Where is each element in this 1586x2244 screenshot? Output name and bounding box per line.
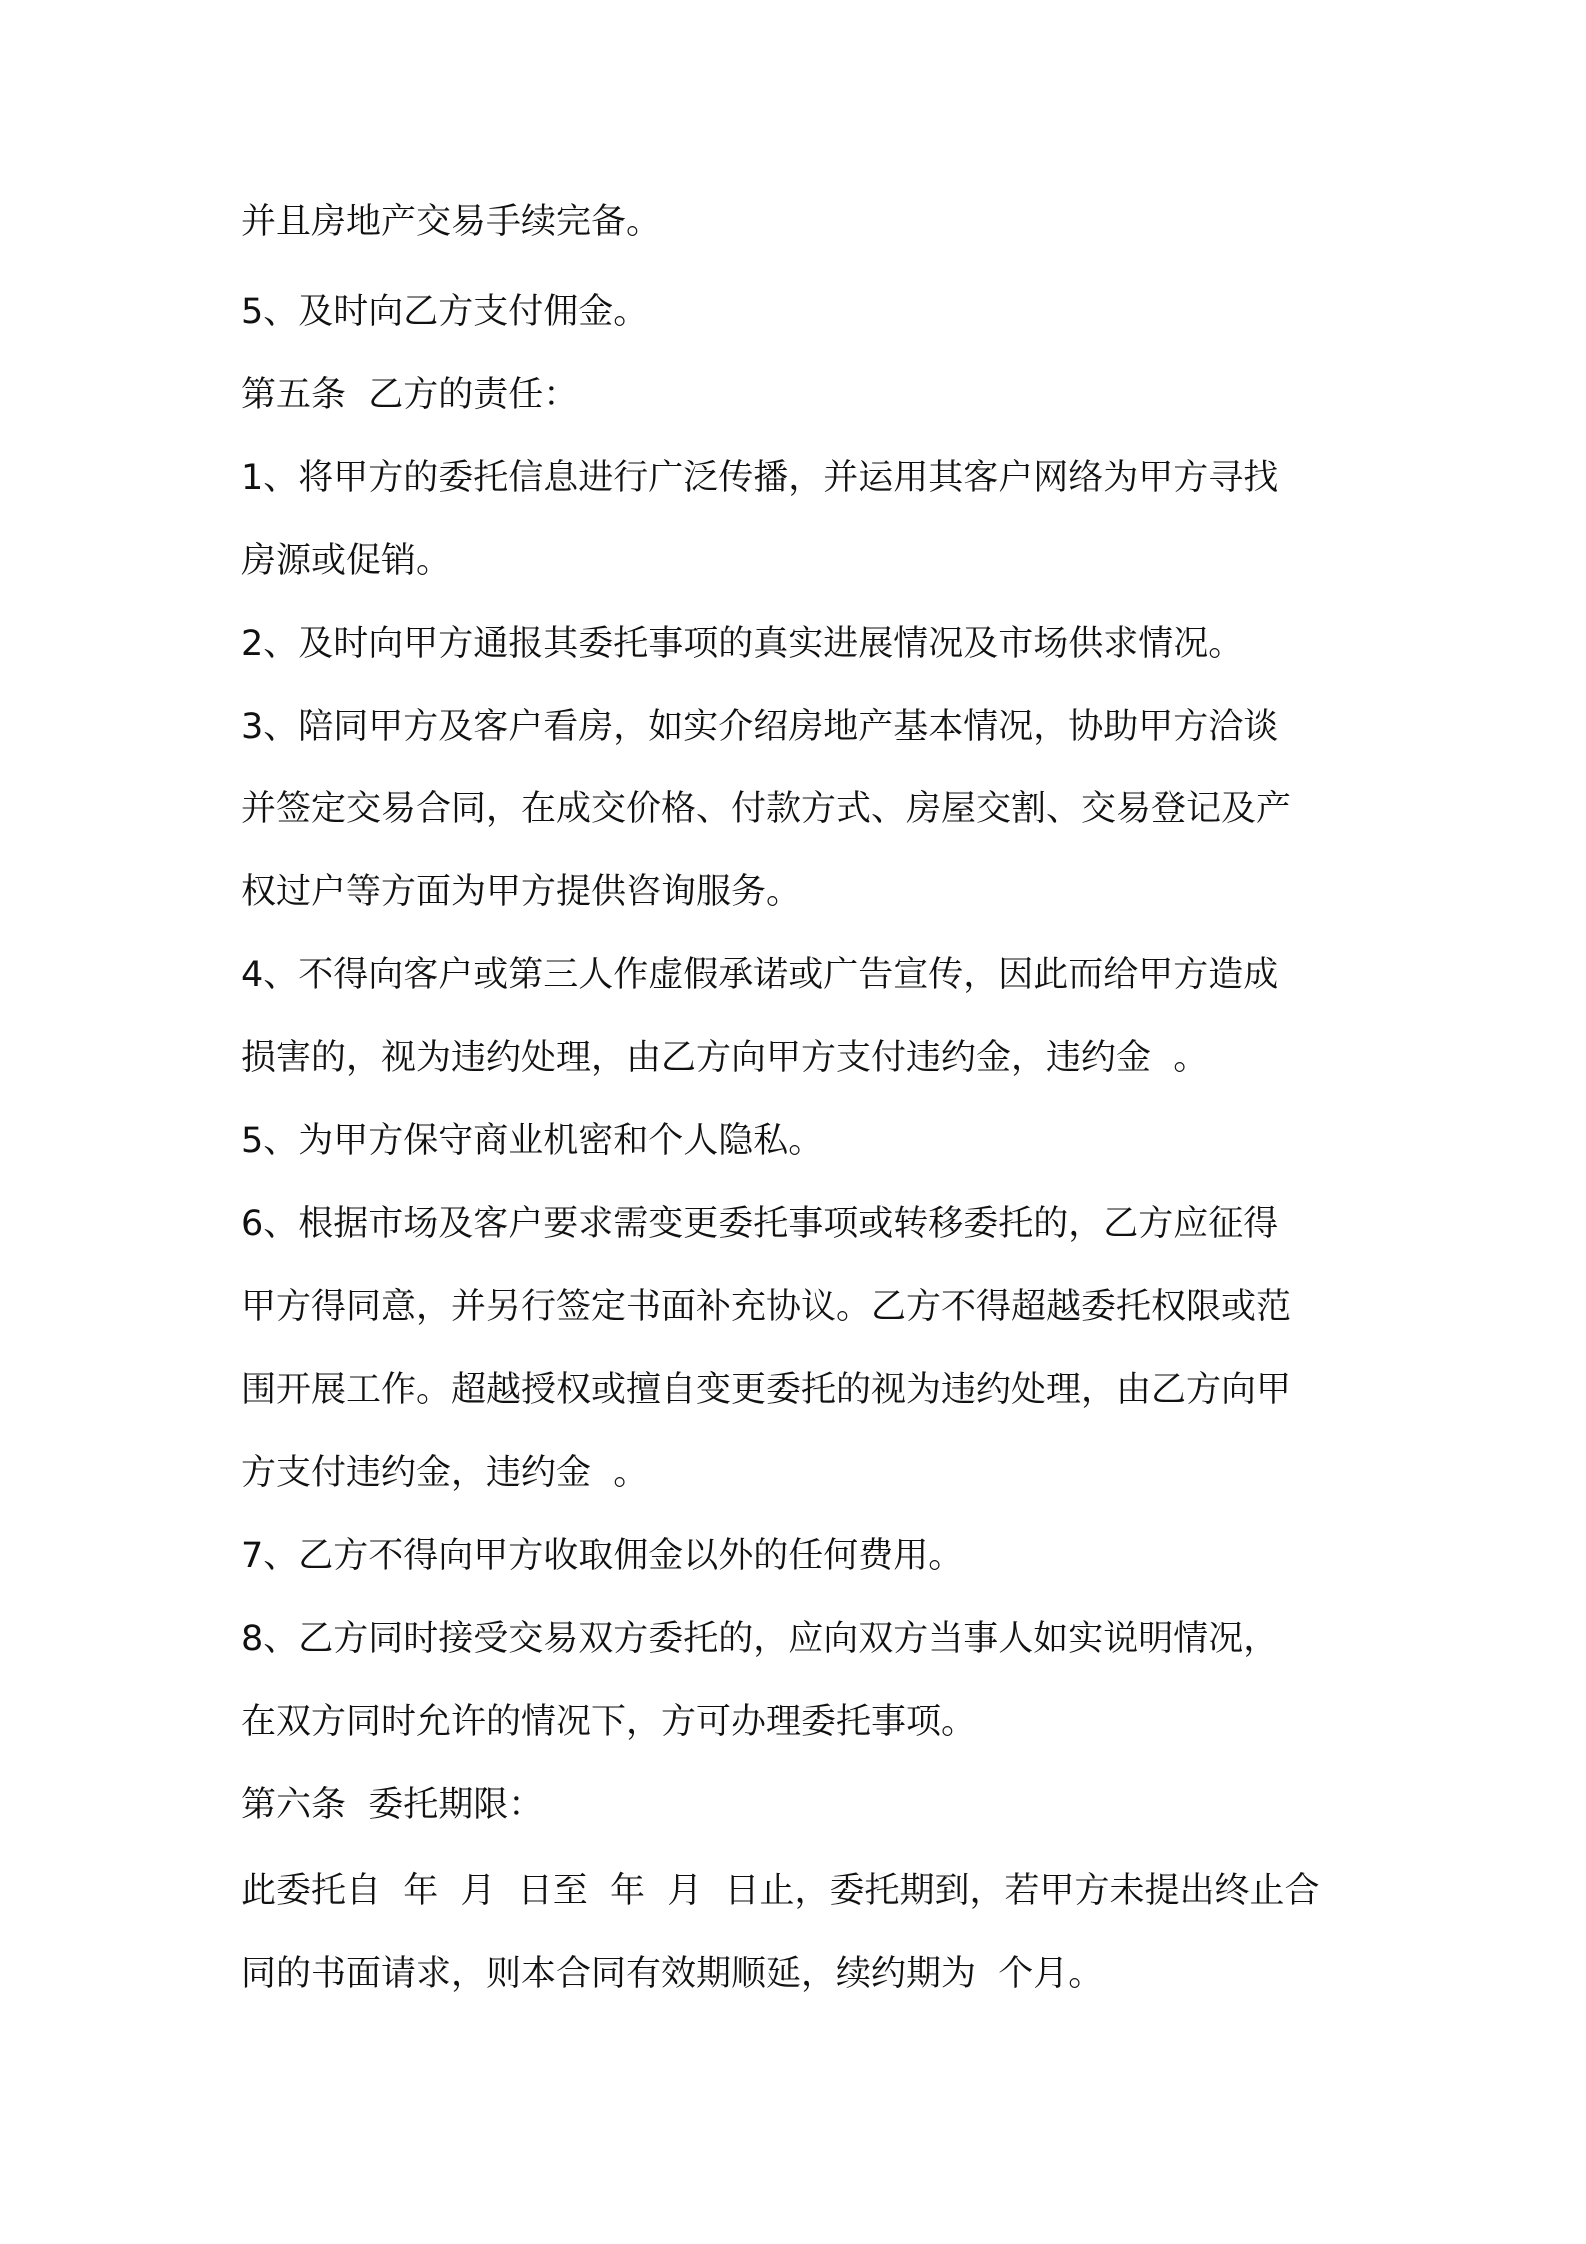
text-line: 2、及时向甲方通报其委托事项的真实进展情况及市场供求情况。 (241, 624, 1244, 664)
text-line: 7、乙方不得向甲方收取佣金以外的任何费用。 (241, 1536, 964, 1576)
text-line: 房源或促销。 (241, 541, 452, 581)
text-line: 权过户等方面为甲方提供咨询服务。 (241, 872, 802, 912)
text-line: 甲方得同意，并另行签定书面补充协议。乙方不得超越委托权限或范 (241, 1287, 1292, 1327)
text-line: 8、乙方同时接受交易双方委托的，应向双方当事人如实说明情况， (241, 1619, 1279, 1659)
text-line: 方支付违约金，违约金 。 (241, 1453, 649, 1493)
section-heading-article-5: 第五条 乙方的责任： (241, 375, 579, 415)
text-line: 并且房地产交易手续完备。 (241, 202, 662, 242)
text-line: 5、为甲方保守商业机密和个人隐私。 (241, 1121, 824, 1161)
section-heading-article-6: 第六条 委托期限： (241, 1785, 544, 1825)
text-line: 围开展工作。超越授权或擅自变更委托的视为违约处理，由乙方向甲 (241, 1370, 1292, 1410)
text-line: 此委托自 年 月 日至 年 月 日止，委托期到，若甲方未提出终止合 (241, 1871, 1320, 1911)
text-line: 损害的，视为违约处理，由乙方向甲方支付违约金，违约金 。 (241, 1038, 1209, 1078)
text-line: 5、及时向乙方支付佣金。 (241, 292, 649, 332)
text-line: 在双方同时允许的情况下，方可办理委托事项。 (241, 1702, 977, 1742)
text-line: 4、不得向客户或第三人作虚假承诺或广告宣传，因此而给甲方造成 (241, 955, 1279, 995)
text-line: 并签定交易合同，在成交价格、付款方式、房屋交割、交易登记及产 (241, 789, 1292, 829)
text-line: 1、将甲方的委托信息进行广泛传播，并运用其客户网络为甲方寻找 (241, 458, 1279, 498)
text-line: 3、陪同甲方及客户看房，如实介绍房地产基本情况，协助甲方洽谈 (241, 707, 1279, 747)
text-line: 同的书面请求，则本合同有效期顺延，续约期为 个月。 (241, 1954, 1104, 1994)
text-line: 6、根据市场及客户要求需变更委托事项或转移委托的，乙方应征得 (241, 1204, 1279, 1244)
